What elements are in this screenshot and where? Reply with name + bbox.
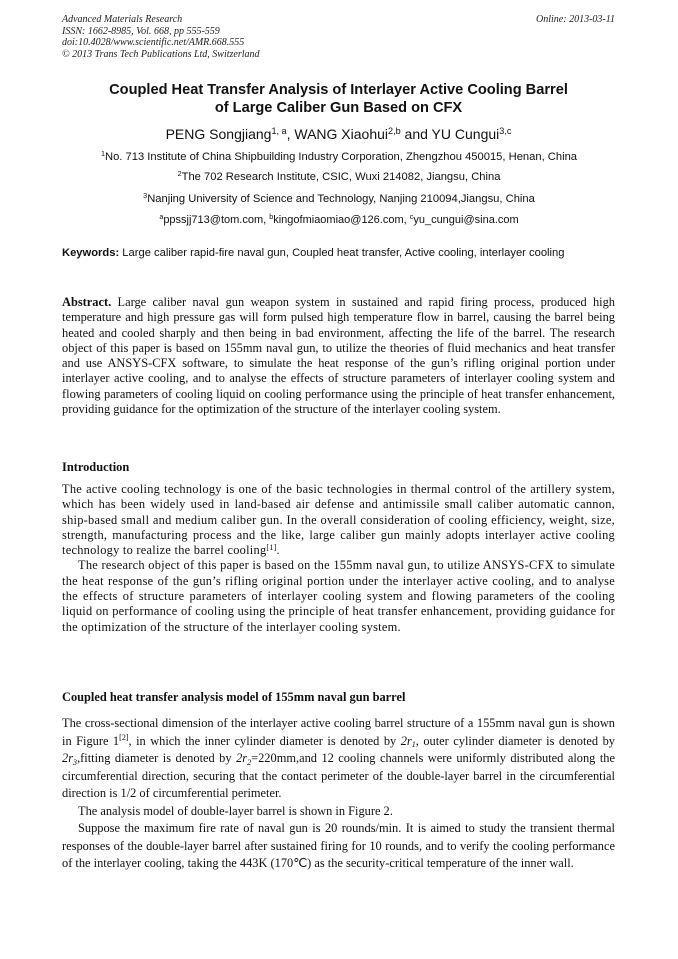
abstract-text: Large caliber naval gun weapon system in sustained and rapid firing process, produced high temperature and high pressure gas will form pulsed high temperature flow in barrel, causing the barrel being heated and cooled sharply and then being in bad environment, affecting the life of the barrel. The research object of this paper is based on 155mm naval gun, to utilize the theories of fluid mechanics and heat transfer and use ANSYS-CFX software, to simulate the heat response of the gun’s rifling original portion under interlayer active cooling, and to analyse the effects of structure parameters of interlayer cooling system and flowing parameters of cooling liquid on cooling performance using the principle of heat transfer enhancement, providing guidance for the optimization of the structure of the interlayer cooling system. xyxy=(62,295,615,417)
title-line-1: Coupled Heat Transfer Analysis of Interlayer Active Cooling Barrel xyxy=(109,82,568,98)
email-c-mark: c xyxy=(409,213,414,222)
title-line-2: of Large Caliber Gun Based on CFX xyxy=(214,100,463,116)
var-2r3-sub: 3 xyxy=(73,757,78,767)
journal-name: Advanced Materials Research xyxy=(62,14,183,25)
keywords xyxy=(62,247,615,260)
intro-p1-end: . xyxy=(276,543,280,558)
var-2r3-base: 2r xyxy=(62,751,74,765)
model-paragraph-3: Suppose the maximum fire rate of naval gun is 20 rounds/min. It is aimed to study the transient thermal responses of the double-layer barrel after sustained firing for 10 rounds, and to verify the cooling performance of the interlayer cooling, taking the 443K (170℃) as the security-critical temperature of the inner wall. xyxy=(62,821,615,870)
introduction-heading: Introduction xyxy=(62,460,130,474)
affiliation-2-text: The 702 Research Institute, CSIC, Wuxi 214082, Jiangsu, China xyxy=(181,171,501,183)
email-b-mark: b xyxy=(269,213,274,222)
introduction-body xyxy=(62,482,615,635)
author-3-affil: 3,c xyxy=(499,126,512,136)
intro-paragraph-1 xyxy=(62,482,615,558)
online-date: Online: 2013-03-11 xyxy=(536,14,615,25)
model-heading: Coupled heat transfer analysis model of 155mm naval gun barrel xyxy=(62,690,406,704)
author-2-affil: 2,b xyxy=(388,126,401,136)
model-paragraph-1 xyxy=(62,715,615,803)
issn-line: ISSN: 1662-8985, Vol. 668, pp 555-559 xyxy=(62,25,220,37)
model-paragraph-2: The analysis model of double-layer barrel is shown in Figure 2. xyxy=(78,803,393,818)
affiliation-1 xyxy=(50,150,628,164)
keywords-text: Large caliber rapid-fire naval gun, Coupled heat transfer, Active cooling, interlayer cooling xyxy=(119,247,565,259)
affiliation-3 xyxy=(50,192,628,206)
abstract-label: Abstract. xyxy=(62,295,112,309)
intro-p1-citation: [1] xyxy=(266,542,277,552)
email-b: kingofmiaomiao@126.com, xyxy=(273,214,410,226)
affiliation-1-text: No. 713 Institute of China Shipbuilding Industry Corporation, Zhengzhou 450015, Henan, China xyxy=(104,151,578,163)
var-2r1-base: 2r xyxy=(400,733,412,748)
model-p1-citation: [2] xyxy=(119,733,129,743)
var-2r2-sub: 2 xyxy=(247,757,252,767)
author-list xyxy=(62,126,615,143)
author-2: , WANG Xiaohui xyxy=(286,126,389,142)
affiliation-2-mark: 2 xyxy=(177,169,182,178)
var-2r1-sub: 1 xyxy=(411,740,416,750)
keywords-label: Keywords: xyxy=(62,247,120,259)
copyright-line: © 2013 Trans Tech Publications Ltd, Switzerland xyxy=(62,48,260,60)
doi-line: doi:10.4028/www.scientific.net/AMR.668.555 xyxy=(62,37,245,48)
model-body xyxy=(62,715,615,873)
author-1-affil: 1, a xyxy=(271,126,287,136)
intro-p1-text: The active cooling technology is one of the basic technologies in thermal control of the artillery system, which has been widely used in land-based air defense and antimissile small caliber automatic cannon, ship-based small and medium caliber gun. In the overall consideration of cooling efficiency, weight, size, strength, manufacturing process and the like, large caliber gun mainly adopts interlayer active cooling technology to realize the barrel cooling xyxy=(62,482,615,558)
var-2r2 xyxy=(236,751,251,765)
var-2r3 xyxy=(62,751,77,765)
affiliation-1-mark: 1 xyxy=(100,149,105,158)
journal-header xyxy=(62,14,615,60)
var-2r1 xyxy=(401,734,416,748)
affiliation-2 xyxy=(50,170,628,184)
paper-title xyxy=(62,81,615,117)
email-c: yu_cungui@sina.com xyxy=(413,214,519,226)
model-p1-text-e: =220mm,and 12 cooling channels were uniformly distributed along the circumferential direction, securing that the contact perimeter of the double-layer barrel in the circumferential direction is 1/2 of circumferential perimeter. xyxy=(62,751,615,800)
var-2r2-base: 2r xyxy=(236,751,248,765)
affiliation-3-mark: 3 xyxy=(143,191,148,200)
affiliation-3-text: Nanjing University of Science and Technology, Nanjing 210094,Jiangsu, China xyxy=(147,193,535,205)
intro-paragraph-2: The research object of this paper is based on the 155mm naval gun, to utilize ANSYS-CFX to simulate the heat response of the gun’s rifling original portion under the interlayer active cooling, and to analyse the effects of structure parameters of interlayer cooling system and flowing parameters of the cooling liquid on performance of cooling using the principle of heat transfer enhancement, providing guidance for the optimization of the structure of the interlayer cooling system. xyxy=(62,558,615,634)
model-p1-text-b: , in which the inner cylinder diameter is denoted by xyxy=(128,733,401,748)
model-p1-text-d: ,fitting diameter is denoted by xyxy=(77,751,237,765)
email-line xyxy=(50,213,628,227)
abstract xyxy=(62,295,615,417)
email-a: ppssjj713@tom.com, xyxy=(163,214,270,226)
author-3: and YU Cungui xyxy=(400,126,500,142)
author-1: PENG Songjiang xyxy=(165,126,272,142)
model-p1-text-a: The cross-sectional dimension of the interlayer active cooling barrel structure of a 155mm naval gun is shown in Figure 1 xyxy=(62,716,615,748)
email-a-mark: a xyxy=(159,213,164,222)
model-p1-text-c: , outer cylinder diameter is denoted by xyxy=(415,733,615,748)
